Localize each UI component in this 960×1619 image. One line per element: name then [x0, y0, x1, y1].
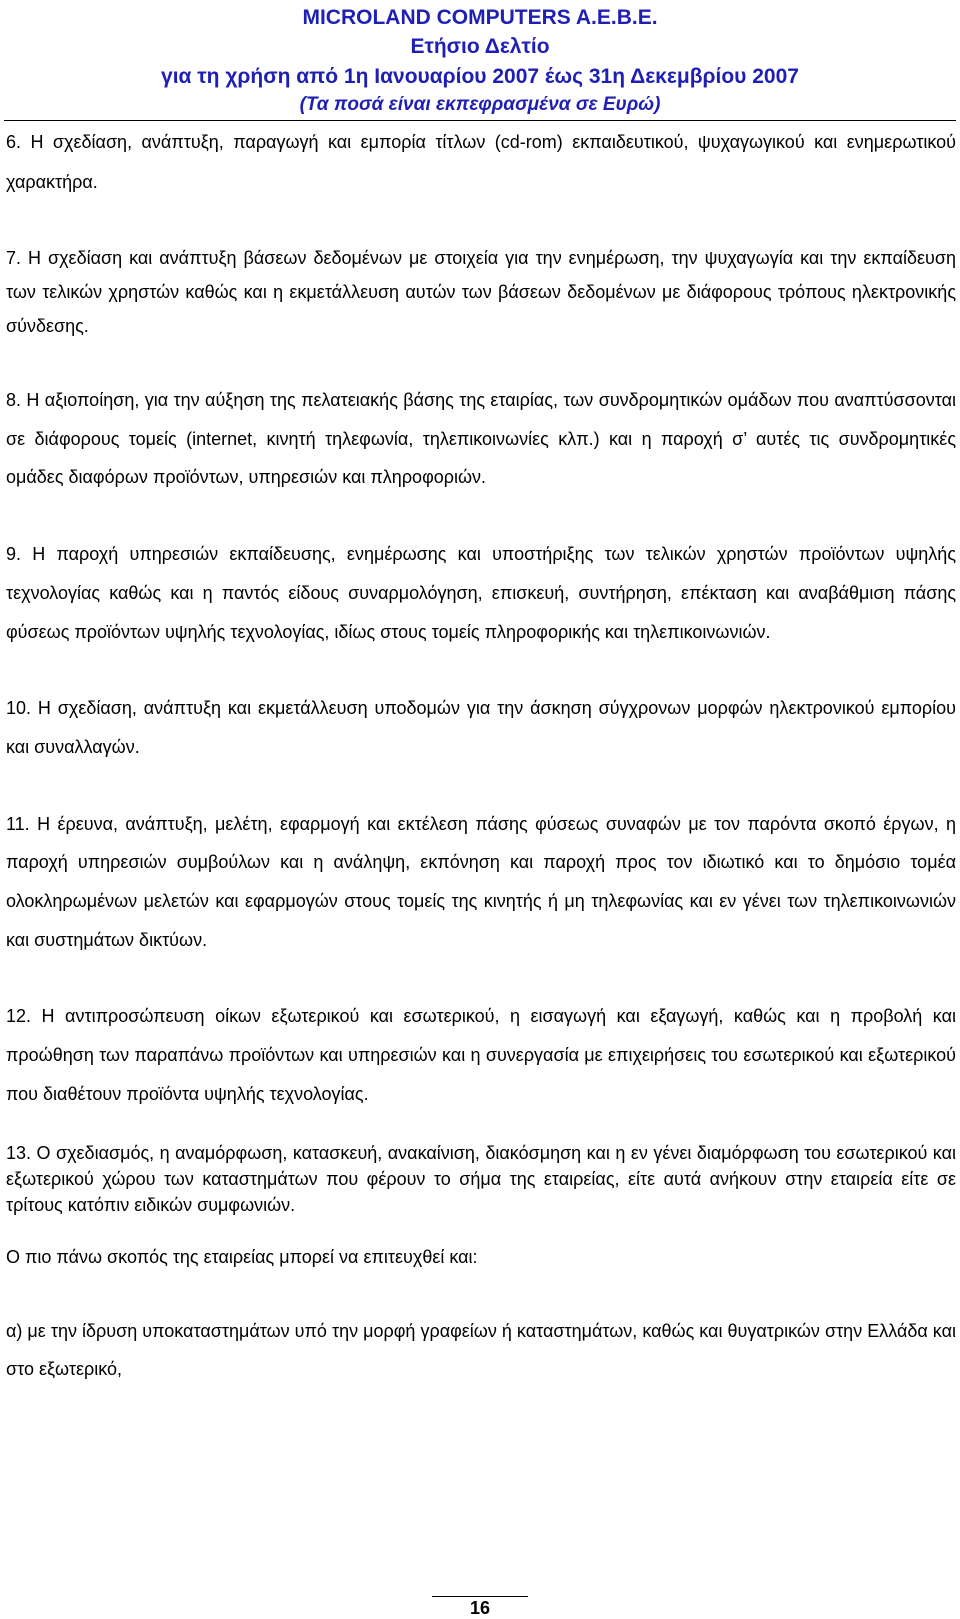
- report-period: για τη χρήση από 1η Ιανουαρίου 2007 έως 31η Δεκεμβρίου 2007: [161, 65, 799, 88]
- company-name: MICROLAND COMPUTERS A.E.B.E.: [302, 6, 658, 29]
- paragraph-a: α) με την ίδρυση υποκαταστημάτων υπό την μορφή γραφείων ή καταστημάτων, καθώς και θυγατρικών στην Ελλάδα και στο εξωτερικό,: [6, 1320, 956, 1380]
- header-rule: [4, 120, 956, 121]
- paragraph-13: 13. Ο σχεδιασμός, η αναμόρφωση, κατασκευή, ανακαίνιση, διακόσμηση και η εν γένει διαμόρφωση του εσωτερικού και εξωτερικού χώρου των καταστημάτων που φέρουν το σήμα της εταιρείας, είτε αυτά ανήκουν στην εταιρεία είτε σε τρίτους κατόπιν ειδικών συμφωνιών.: [6, 1142, 956, 1215]
- page-number: 16: [469, 1598, 491, 1618]
- report-title: Ετήσιο Δελτίο: [410, 35, 550, 58]
- document-body: [6, 122, 956, 1389]
- paragraph-10: 10. Η σχεδίαση, ανάπτυξη και εκμετάλλευση υποδομών για την άσκηση σύγχρονων μορφών ηλεκτρονικού εμπορίου και συναλλαγών.: [6, 698, 956, 757]
- paragraph-12: 12. Η αντιπροσώπευση οίκων εξωτερικού και εσωτερικού, η εισαγωγή και εξαγωγή, καθώς και η προβολή και προώθηση των παραπάνω προϊόντων και υπηρεσιών και η συνεργασία με επιχειρήσεις του εσωτερικού και εξωτερικού που διαθέτουν προϊόντα υψηλής τεχνολογίας.: [6, 1006, 956, 1104]
- paragraph-intro: Ο πιο πάνω σκοπός της εταιρείας μπορεί να επιτευχθεί και:: [6, 1246, 478, 1267]
- currency-note: (Τα ποσά είναι εκπεφρασμένα σε Ευρώ): [299, 94, 661, 115]
- footer-rule: [432, 1596, 528, 1597]
- paragraph-7: 7. Η σχεδίαση και ανάπτυξη βάσεων δεδομένων με στοιχεία για την ενημέρωση, την ψυχαγωγία και την εκπαίδευση των τελικών χρηστών καθώς και η εκμετάλλευση αυτών των βάσεων δεδομένων με διάφορους τρόπους ηλεκτρονικής σύνδεσης.: [6, 248, 956, 336]
- paragraph-6: 6. Η σχεδίαση, ανάπτυξη, παραγωγή και εμπορία τίτλων (cd-rom) εκπαιδευτικού, ψυχαγωγικού και ενημερωτικού χαρακτήρα.: [6, 132, 956, 192]
- paragraph-8: 8. Η αξιοποίηση, για την αύξηση της πελατειακής βάσης της εταιρίας, των συνδρομητικών ομάδων που αναπτύσσονται σε διάφορους τομείς (internet, κινητή τηλεφωνία, τηλεπικοινωνίες κλπ.) και η παροχή σ’ αυτές τις συνδρομητικές ομάδες διαφόρων προϊόντων, υπηρεσιών και πληροφοριών.: [6, 390, 956, 488]
- document-header: [0, 4, 960, 118]
- paragraph-9: 9. Η παροχή υπηρεσιών εκπαίδευσης, ενημέρωσης και υποστήριξης των τελικών χρηστών προϊόντων υψηλής τεχνολογίας καθώς και η παντός είδους συναρμολόγηση, επισκευή, συντήρηση, επέκταση και αναβάθμιση πάσης φύσεως προϊόντων υψηλής τεχνολογίας, ιδίως στους τομείς πληροφορικής και τηλεπικοινωνιών.: [6, 544, 956, 642]
- paragraph-11: 11. Η έρευνα, ανάπτυξη, μελέτη, εφαρμογή και εκτέλεση πάσης φύσεως συναφών με τον παρόντα σκοπό έργων, η παροχή υπηρεσιών συμβούλων και η ανάληψη, εκπόνηση και παροχή προς τον ιδιωτικό και το δημόσιο τομέα ολοκληρωμένων μελετών και εφαρμογών στους τομείς της κινητής ή μη τηλεφωνίας και εν γένει των τηλεπικοινωνιών και συστημάτων δικτύων.: [6, 813, 956, 950]
